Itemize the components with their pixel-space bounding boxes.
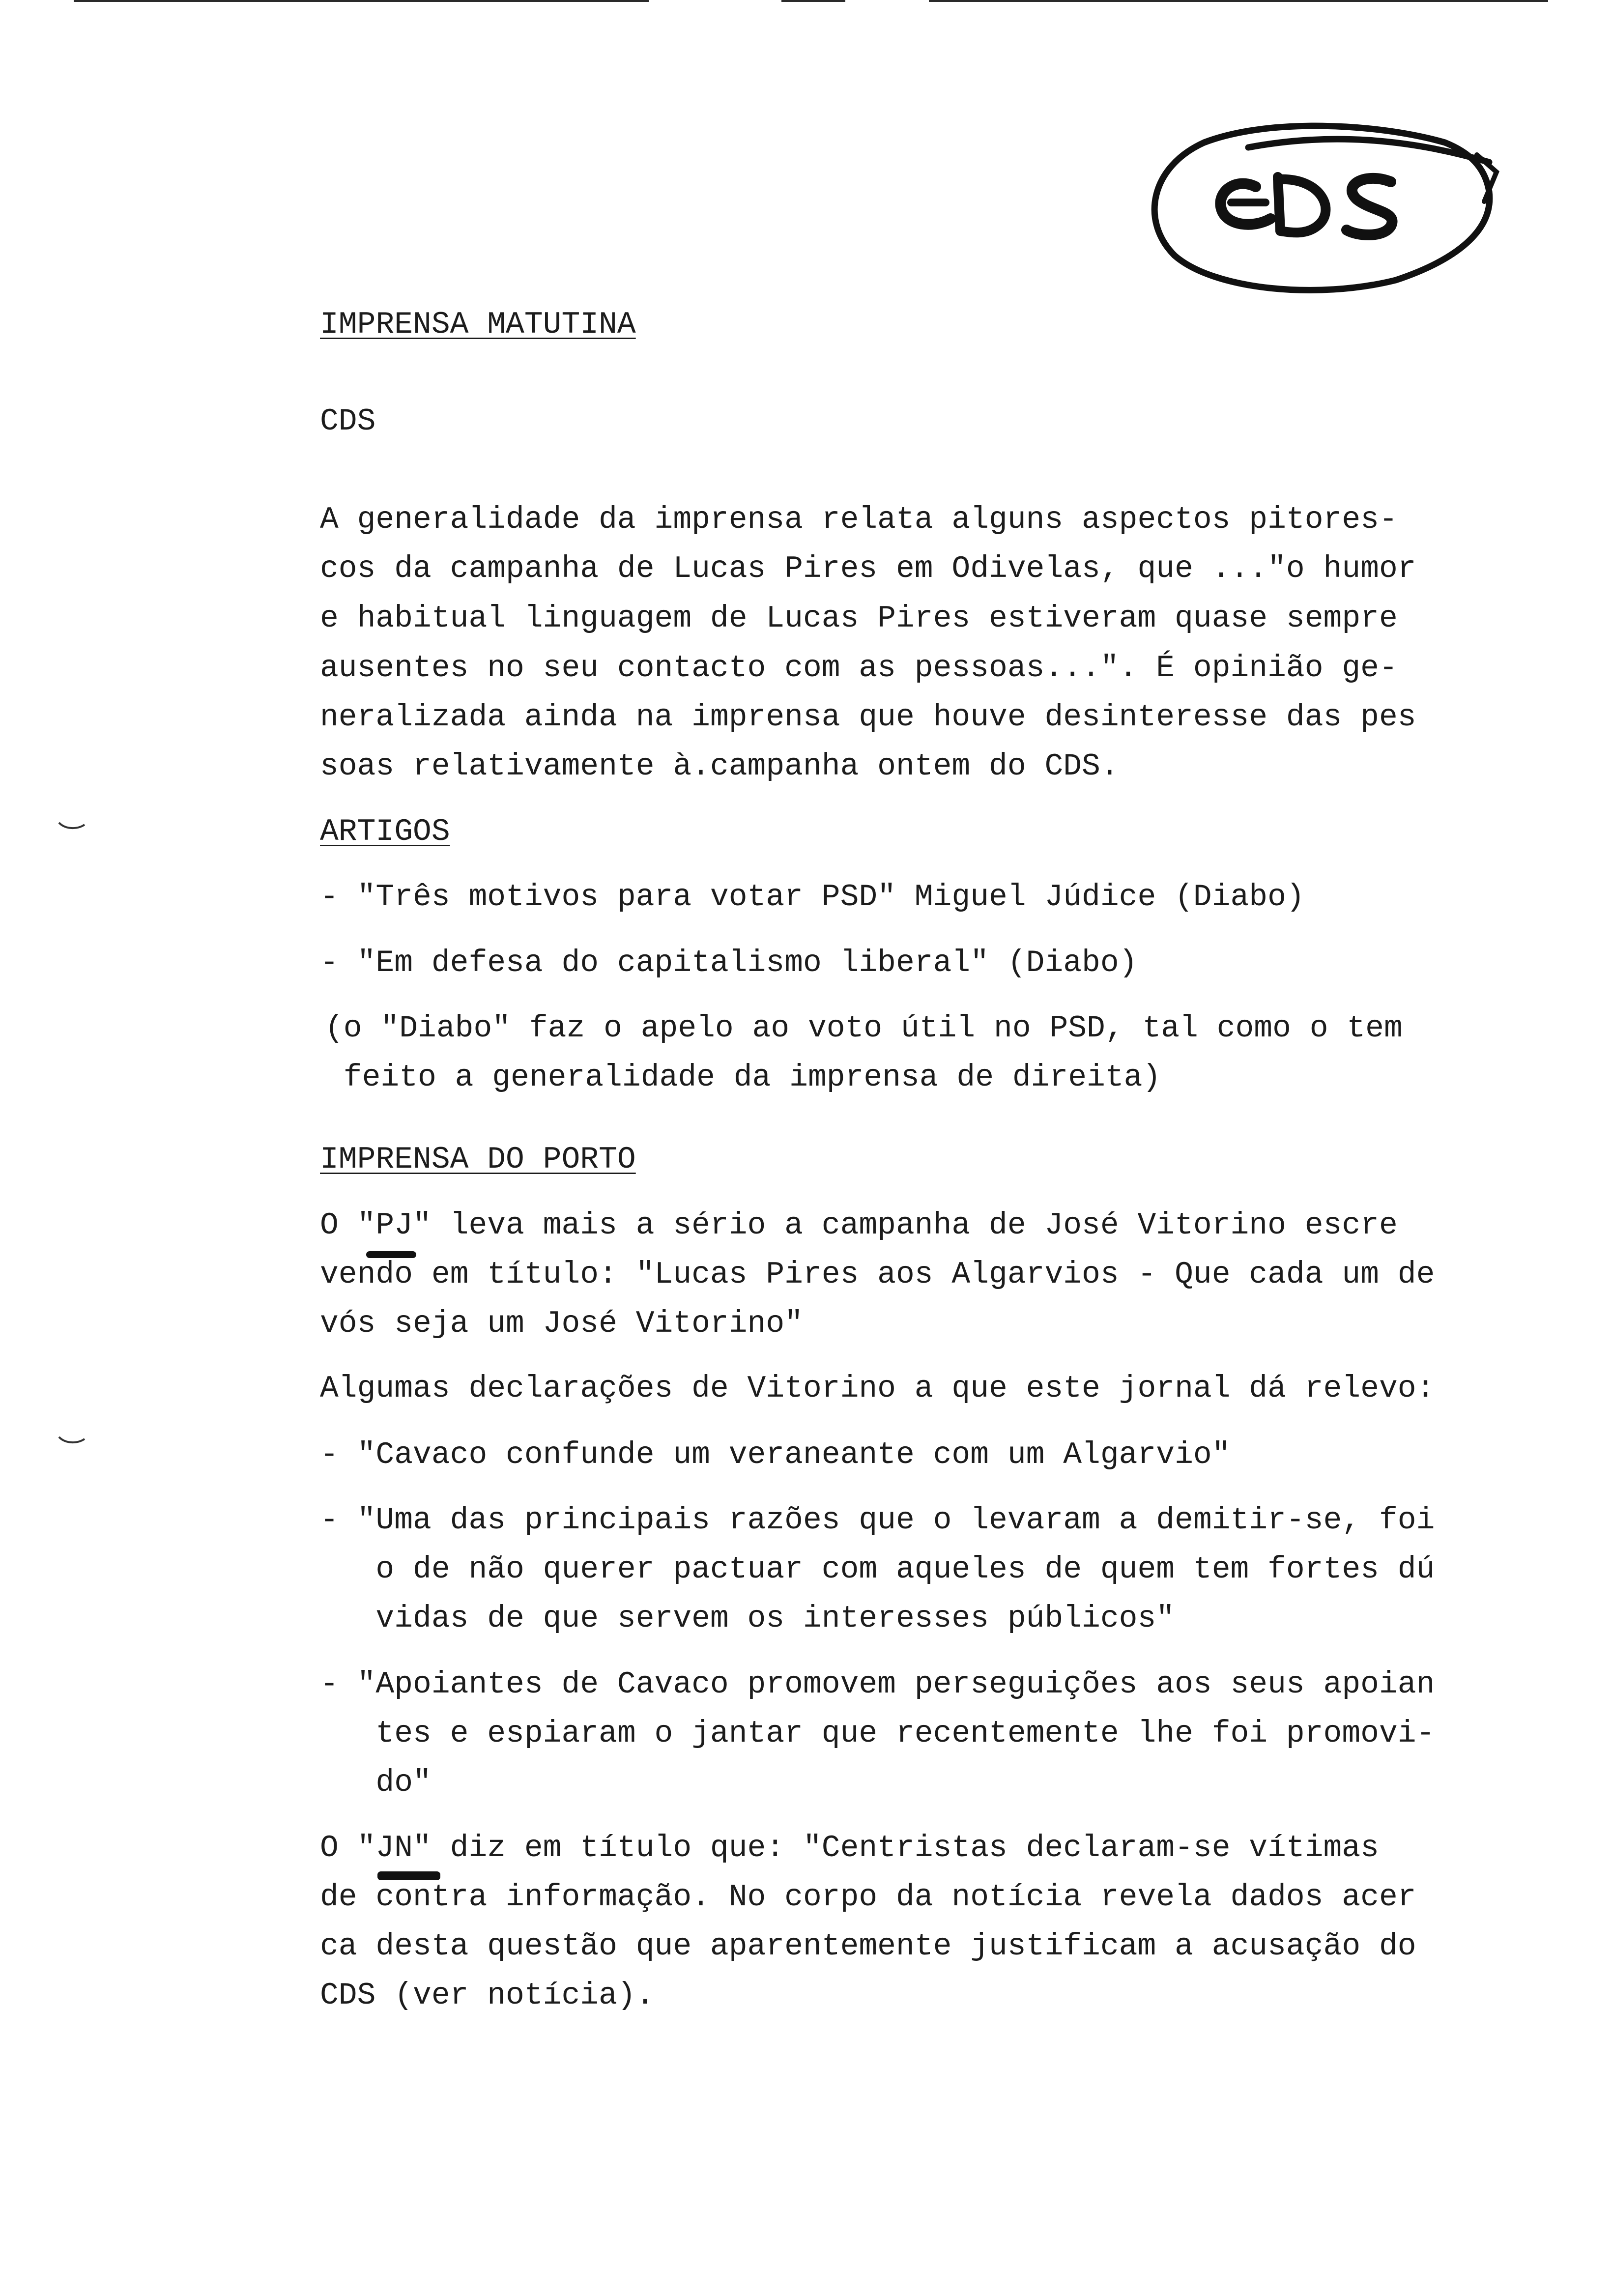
scan-edge-line [929, 0, 1548, 2]
paragraph-line: ca desta questão que aparentemente justificam a acusação do [320, 1929, 1416, 1964]
scan-edge-line [74, 0, 649, 2]
declaration-line: do" [320, 1765, 432, 1800]
paragraph-line: CDS (ver notícia). [320, 1978, 655, 2013]
paragraph-line: vós seja um José Vitorino" [320, 1306, 803, 1341]
heading-imprensa-matutina: IMPRENSA MATUTINA [320, 307, 636, 342]
declarations-intro: Algumas declarações de Vitorino a que este jornal dá relevo: [320, 1371, 1435, 1406]
declaration-line: - "Cavaco confunde um veraneante com um Algarvio" [320, 1437, 1231, 1472]
paragraph-line: A generalidade da imprensa relata alguns aspectos pitores- [320, 502, 1398, 537]
paragraph-line: soas relativamente à.campanha ontem do CDS. [320, 749, 1119, 784]
paragraph-line: e habitual linguagem de Lucas Pires estiveram quase sempre [320, 601, 1398, 636]
article-item: - "Três motivos para votar PSD" Miguel Júdice (Diabo) [320, 880, 1305, 915]
declaration-line: vidas de que servem os interesses públicos" [320, 1601, 1175, 1636]
paragraph-line: cos da campanha de Lucas Pires em Odivelas, que ..."o humor [320, 551, 1416, 586]
paragraph-line: vendo em título: "Lucas Pires aos Algarvios - Que cada um de [320, 1257, 1435, 1292]
note-line: (o "Diabo" faz o apelo ao voto útil no PSD, tal como o tem [325, 1011, 1403, 1046]
paragraph-line: de contra informação. No corpo da notícia revela dados acer [320, 1880, 1416, 1915]
heading-artigos: ARTIGOS [320, 814, 450, 849]
margin-tick-mark [58, 1435, 86, 1446]
declaration-line: o de não querer pactuar com aqueles de quem tem fortes dú [320, 1552, 1435, 1587]
paragraph-line: ausentes no seu contacto com as pessoas...". É opinião ge- [320, 651, 1398, 686]
scan-edge-line [781, 0, 845, 2]
declaration-line: - "Uma das principais razões que o levaram a demitir-se, foi [320, 1503, 1435, 1538]
note-line: feito a generalidade da imprensa de direita) [325, 1060, 1161, 1095]
declaration-line: - "Apoiantes de Cavaco promovem perseguições aos seus apoian [320, 1667, 1435, 1702]
heading-imprensa-do-porto: IMPRENSA DO PORTO [320, 1142, 636, 1177]
paragraph-line: neralizada ainda na imprensa que houve desinteresse das pes [320, 700, 1416, 735]
paragraph-line: O "PJ" leva mais a sério a campanha de José Vitorino escre [320, 1208, 1398, 1243]
paragraph-line: O "JN" diz em título que: "Centristas declaram-se vítimas [320, 1831, 1379, 1866]
subheading-cds: CDS [320, 404, 376, 439]
cds-handwritten-stamp [1130, 113, 1504, 319]
margin-tick-mark [58, 821, 86, 832]
declaration-line: tes e espiaram o jantar que recentemente lhe foi promovi- [320, 1716, 1435, 1751]
article-item: - "Em defesa do capitalismo liberal" (Diabo) [320, 946, 1138, 980]
